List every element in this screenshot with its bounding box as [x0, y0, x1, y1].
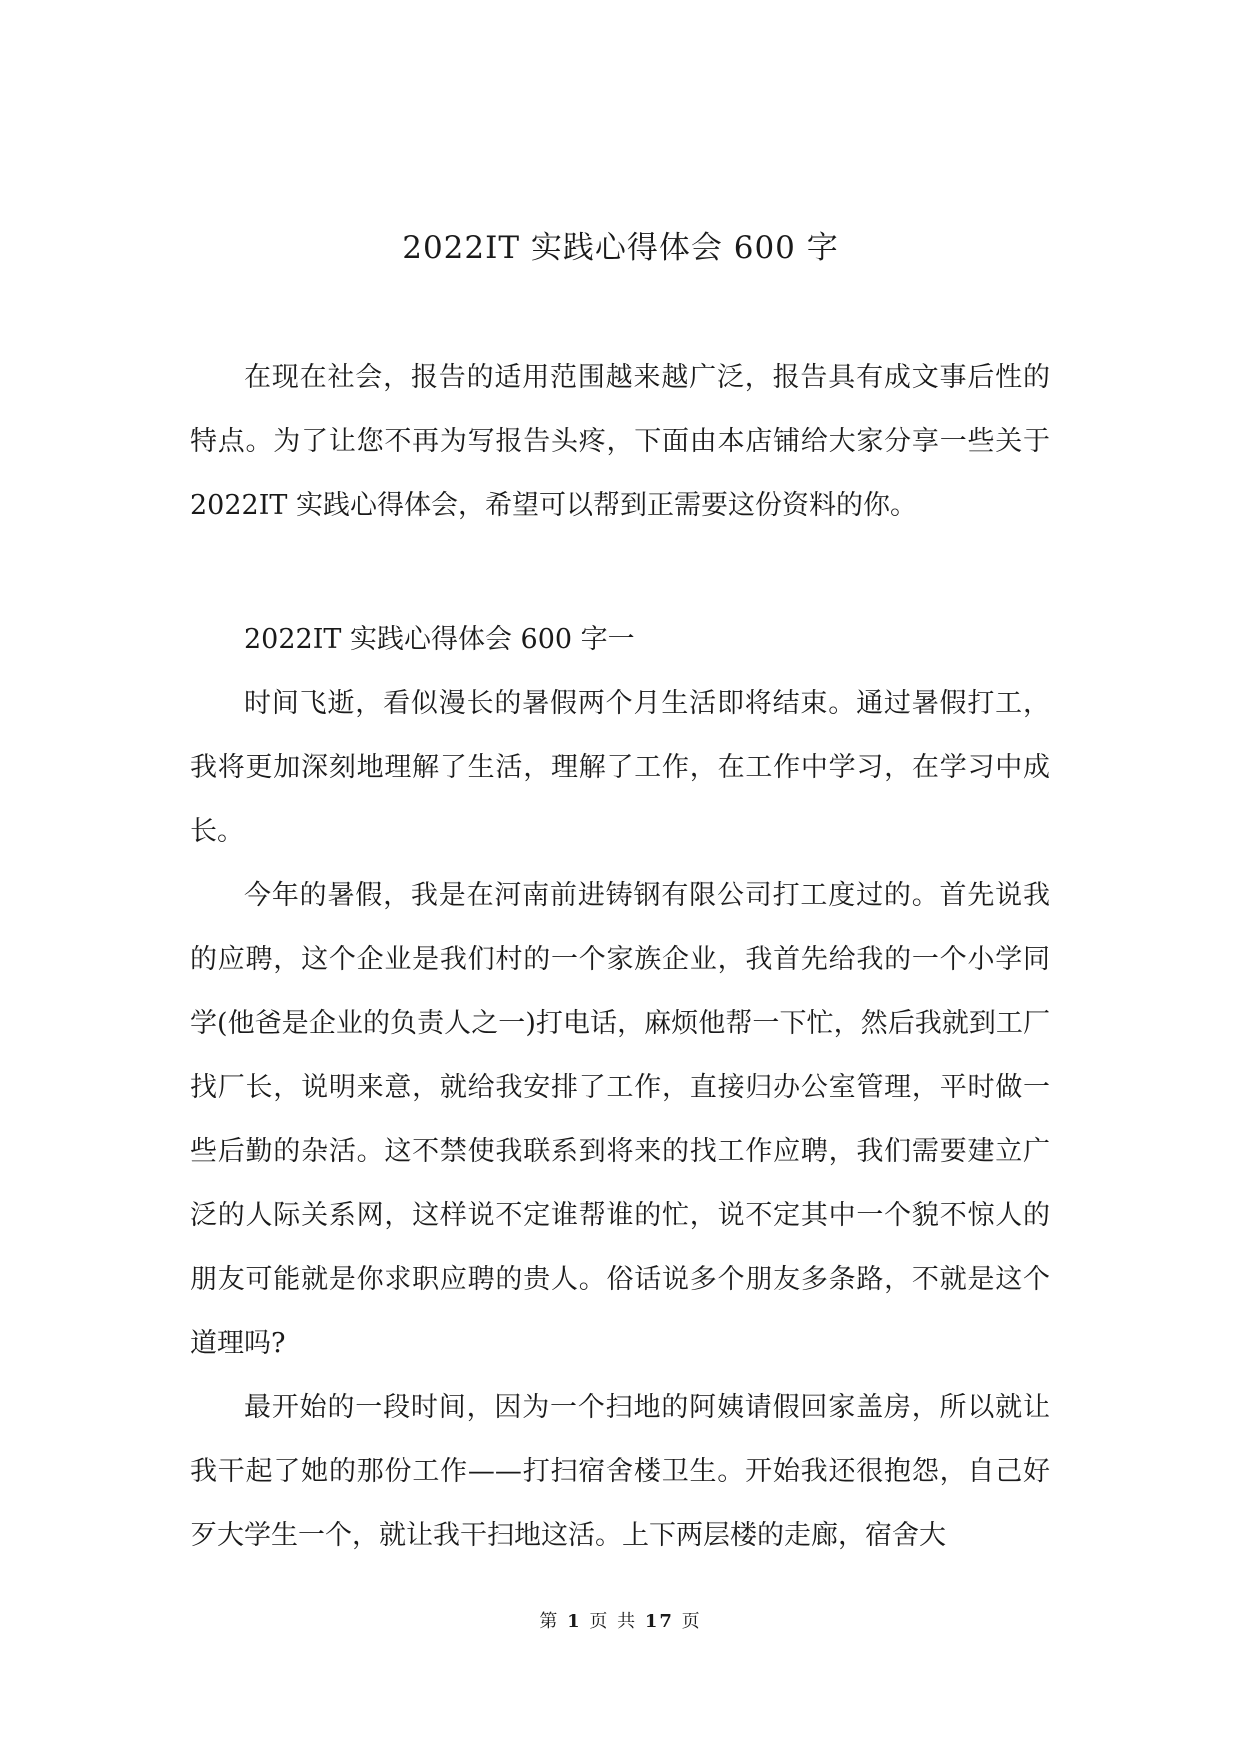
footer-middle: 页 共	[589, 1611, 638, 1632]
section-block	[190, 608, 1050, 1568]
intro-paragraph: 在现在社会，报告的适用范围越来越广泛，报告具有成文事后性的特点。为了让您不再为写报告头疼，下面由本店铺给大家分享一些关于 2022IT 实践心得体会，希望可以帮到正需要这份资料的你。	[190, 362, 1050, 521]
footer-total-pages: 17	[644, 1611, 674, 1632]
body-paragraph: 最开始的一段时间，因为一个扫地的阿姨请假回家盖房，所以就让我干起了她的那份工作——打扫宿舍楼卫生。开始我还很抱怨，自己好歹大学生一个，就让我干扫地这活。上下两层楼的走廊，宿舍大	[190, 1392, 1050, 1551]
page-footer	[0, 1610, 1241, 1634]
document-title: 2022IT 实践心得体会 600 字	[402, 230, 839, 266]
body-paragraph: 今年的暑假，我是在河南前进铸钢有限公司打工度过的。首先说我的应聘，这个企业是我们村的一个家族企业，我首先给我的一个小学同学(他爸是企业的负责人之一)打电话，麻烦他帮一下忙，然后我就到工厂找厂长，说明来意，就给我安排了工作，直接归办公室管理，平时做一些后勤的杂活。这不禁使我联系到将来的找工作应聘，我们需要建立广泛的人际关系网，这样说不定谁帮谁的忙，说不定其中一个貌不惊人的朋友可能就是你求职应聘的贵人。俗话说多个朋友多条路，不就是这个道理吗?	[190, 880, 1050, 1359]
footer-current-page: 1	[567, 1611, 582, 1632]
section-heading: 2022IT 实践心得体会 600 字一	[244, 624, 635, 655]
footer-prefix: 第	[539, 1611, 560, 1632]
footer-suffix: 页	[681, 1611, 702, 1632]
intro-block	[190, 346, 1050, 538]
body-paragraph: 时间飞逝，看似漫长的暑假两个月生活即将结束。通过暑假打工，我将更加深刻地理解了生活，理解了工作，在工作中学习，在学习中成长。	[190, 688, 1050, 847]
